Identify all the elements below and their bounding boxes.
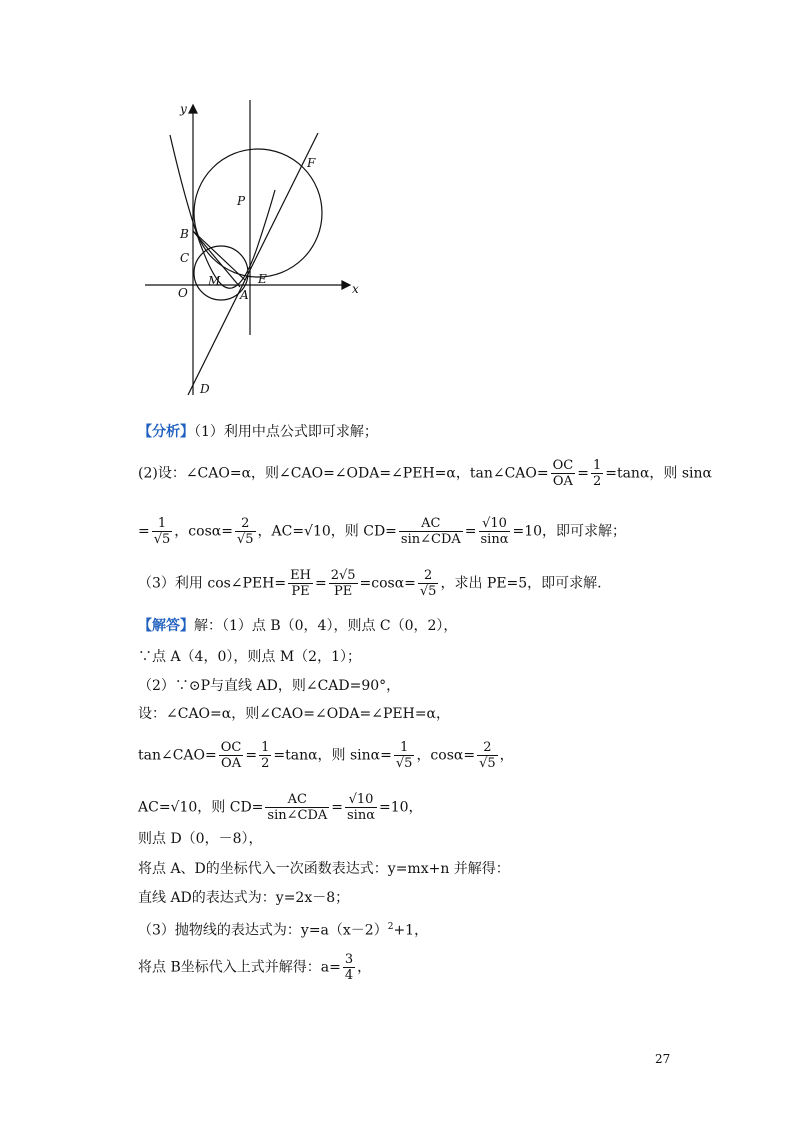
- solution-line-11: 将点 B坐标代入上式并解得：a= $\frac{3}{4}$ ，: [138, 952, 372, 983]
- label-f: F: [307, 156, 316, 170]
- fraction: $\frac{OC}{OA}$: [552, 458, 574, 489]
- fraction: $\frac{2√5}{PE}$: [330, 568, 356, 599]
- fraction: $\frac{2}{√5}$: [419, 568, 437, 599]
- label-x: x: [352, 282, 359, 296]
- solution-tag: 【解答】: [138, 618, 194, 634]
- fraction: $\frac{AC}{\text{sin∠CDA}}$: [400, 516, 461, 547]
- fraction: $\frac{1}{2}$: [592, 458, 602, 489]
- solution-line-2: ∵点 A（4，0），则点 M（2，1）；: [138, 649, 361, 665]
- x-axis-arrow: [342, 281, 350, 289]
- analysis-line-4: （3）利用 cos∠PEH= $\frac{EH}{PE}$ = $\frac{2√5}{PE}$ =cosα= $\frac{2}{√5}$ ，求出 PE=5，即可求解.: [138, 568, 602, 599]
- fraction: $\frac{OC}{OA}$: [220, 740, 242, 771]
- solution-line-4: 设：∠CAO=α，则∠CAO=∠ODA=∠PEH=α，: [138, 706, 451, 722]
- fraction: $\frac{√10}{\sin\alpha}$: [347, 792, 375, 823]
- geometry-figure: [140, 95, 370, 405]
- solution-line-3: （2）∵⊙P与直线 AD，则∠CAD=90°，: [138, 678, 401, 694]
- fraction: $\frac{AC}{\text{sin∠CDA}}$: [267, 792, 328, 823]
- analysis-tag: 【分析】: [138, 424, 194, 440]
- label-d: D: [200, 382, 210, 396]
- fraction: $\frac{√10}{\sin\alpha}$: [480, 516, 509, 547]
- fraction: $\frac{2}{√5}$: [236, 516, 254, 547]
- solution-line-8: 将点 A、D的坐标代入一次函数表达式：y=mx+n 并解得：: [138, 861, 510, 877]
- fraction: $\frac{3}{4}$: [344, 952, 354, 983]
- circle-p: [194, 149, 322, 277]
- label-o: O: [178, 286, 188, 300]
- fraction: $\frac{EH}{PE}$: [290, 568, 311, 599]
- fraction: $\frac{1}{√5}$: [395, 740, 413, 771]
- page-number: 27: [655, 1052, 671, 1066]
- label-a: A: [240, 288, 249, 302]
- label-b: B: [180, 227, 189, 241]
- solution-line-9: 直线 AD的表达式为：y=2x－8；: [138, 890, 350, 906]
- solution-line-6: AC=√10，则 CD= $\frac{AC}{\text{sin∠CDA}}$ = $\frac{√10}{\sin\alpha}$ =10，: [138, 792, 423, 823]
- fraction: $\frac{1}{2}$: [261, 740, 270, 771]
- analysis-line-1: 【分析】（1）利用中点公式即可求解；: [138, 424, 378, 440]
- solution-line-1: 【解答】解：（1）点 B（0，4），则点 C（0，2），: [138, 618, 458, 634]
- y-axis-arrow: [189, 105, 197, 113]
- line-ad: [188, 133, 318, 395]
- label-y: y: [180, 102, 187, 116]
- label-e: E: [258, 272, 267, 286]
- solution-line-7: 则点 D（0，－8），: [138, 831, 263, 847]
- solution-line-5: tan∠CAO= $\frac{OC}{OA}$ = $\frac{1}{2}$ =tanα，则 sinα= $\frac{1}{√5}$ ，cosα= $\frac{2}{√5}$ ，: [138, 740, 514, 771]
- analysis-line-3: = $\frac{1}{√5}$ ，cosα= $\frac{2}{√5}$ ，AC=√10，则 CD= $\frac{AC}{\text{sin∠CDA}}$ = $\frac{√10}{\sin\alpha}$ =10，即可求解；: [138, 516, 627, 547]
- fraction: $\frac{1}{√5}$: [153, 516, 171, 547]
- fraction: $\frac{2}{√5}$: [479, 740, 496, 771]
- analysis-line-2: (2)设：∠CAO=α，则∠CAO=∠ODA=∠PEH=α，tan∠CAO= $\frac{OC}{OA}$ = $\frac{1}{2}$ =tanα，则 sinα: [138, 458, 712, 489]
- label-c: C: [180, 251, 190, 265]
- solution-line-10: （3）抛物线的表达式为：$y=a(x-2)^2+1$，: [138, 922, 429, 939]
- label-p: P: [237, 194, 246, 208]
- label-m: M: [208, 274, 221, 288]
